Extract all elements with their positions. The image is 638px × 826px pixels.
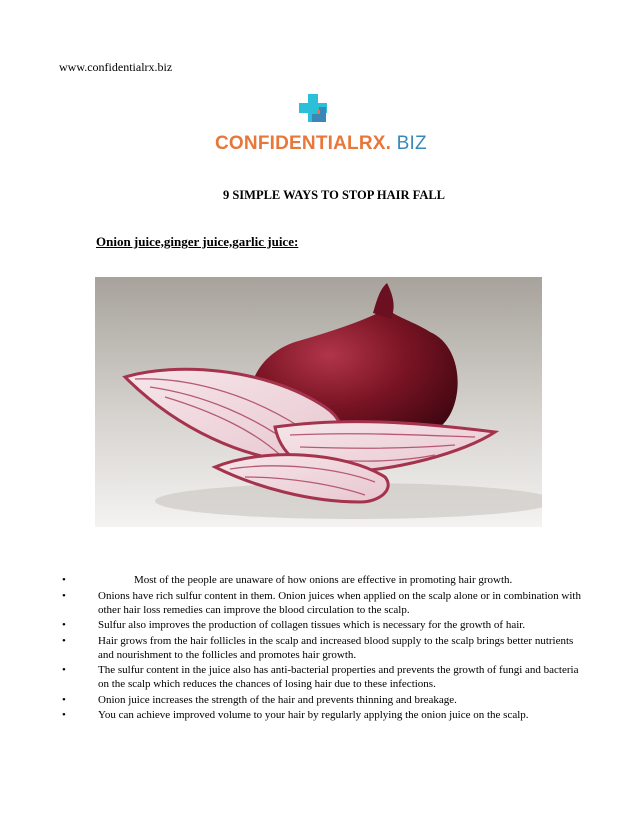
list-item (62, 589, 582, 617)
list-item-text: Sulfur also improves the production of collagen tissues which is necessary for the growth of hair. (98, 619, 526, 631)
section-subheading: Onion juice,ginger juice,garlic juice: (96, 234, 299, 249)
bullet-marker: • (62, 589, 66, 602)
bullet-marker: • (62, 574, 66, 586)
list-item-text: Hair grows from the hair follicles in the scalp and increased blood supply to the scalp brings better nutrients and nourishment to the follicles and promotes hair growth. (98, 634, 574, 661)
list-item (62, 708, 582, 722)
list-item-text: Onion juice increases the strength of the hair and prevents thinning and breakage. (98, 693, 457, 706)
bullet-list (62, 573, 582, 724)
bullet-marker: • (62, 619, 66, 631)
header-url: www.confidentialrx.biz (59, 60, 173, 74)
list-item (62, 573, 582, 587)
list-item (62, 618, 582, 632)
bullet-marker: • (62, 664, 66, 676)
list-item (62, 693, 582, 707)
bullet-marker: • (62, 693, 66, 706)
bullet-marker: • (62, 709, 66, 721)
logo-text (215, 133, 427, 155)
list-item-text: Onions have rich sulfur content in them. Onion juices when applied on the scalp alone or in combination with other hair loss remedies can improve the blood circulation to the scalp. (98, 589, 581, 616)
onion-photo (95, 277, 542, 527)
logo-name: CONFIDENTIALRX. (215, 133, 392, 154)
medical-cross-icon (298, 90, 338, 126)
list-item (62, 663, 582, 691)
list-item-text: You can achieve improved volume to your hair by regularly applying the onion juice on the scalp. (98, 709, 529, 721)
logo (215, 90, 425, 160)
bullet-marker: • (62, 634, 66, 647)
list-item-text: The sulfur content in the juice also has anti-bacterial properties and prevents the growth of fungi and bacteria on the scalp which reduces the chances of losing hair due to these infections. (98, 664, 579, 690)
document-title: 9 SIMPLE WAYS TO STOP HAIR FALL (222, 188, 446, 202)
list-item-text: Most of the people are unaware of how onions are effective in promoting hair growth. (134, 574, 513, 586)
logo-tld: BIZ (391, 133, 427, 154)
list-item (62, 634, 582, 662)
